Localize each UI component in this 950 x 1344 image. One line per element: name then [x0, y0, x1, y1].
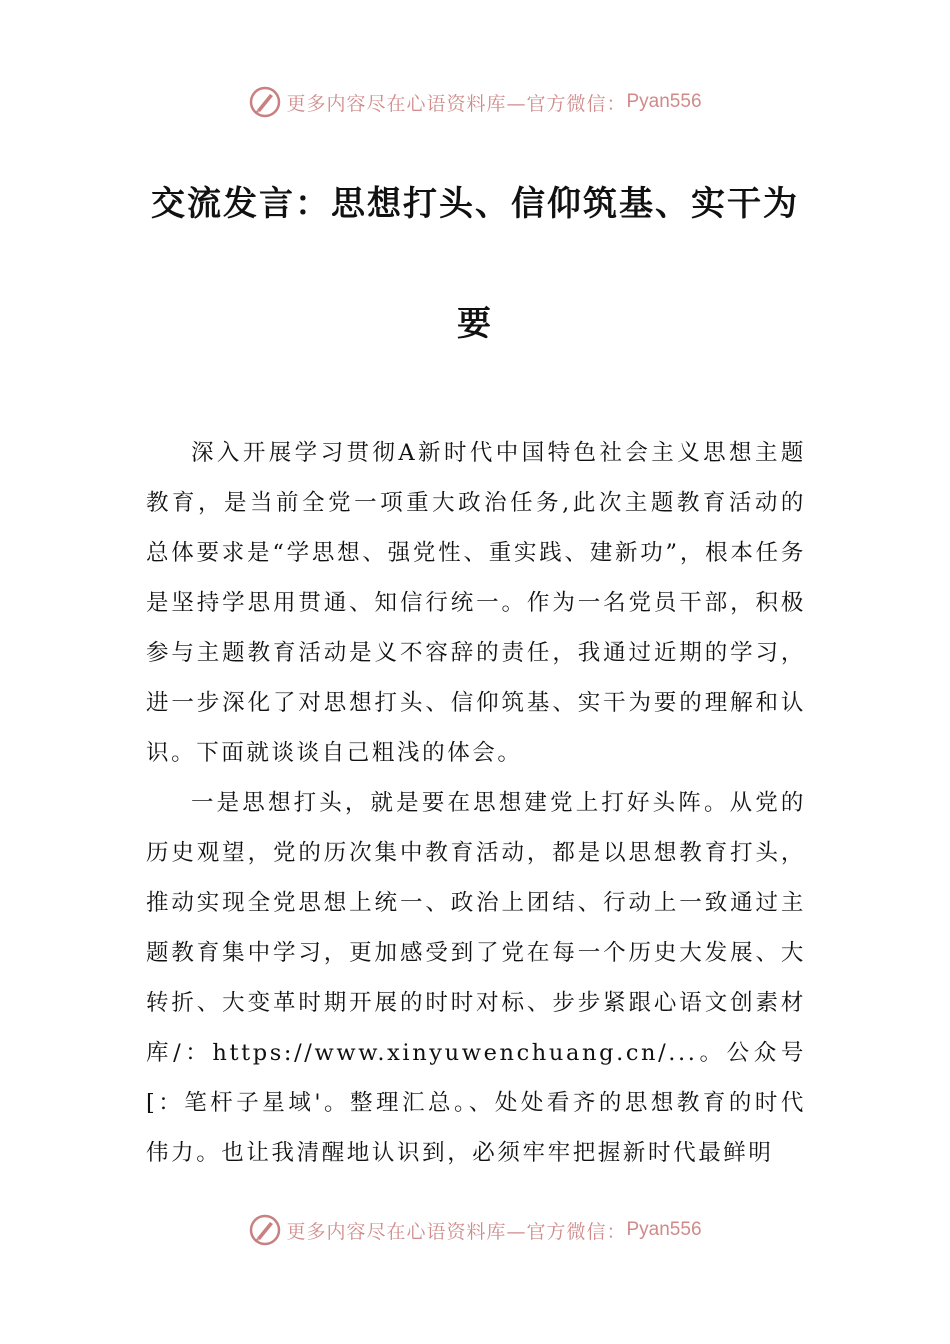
quill-pen-logo-icon [248, 1213, 282, 1247]
document-title-line2: 要 [457, 304, 493, 344]
document-body [146, 428, 806, 1178]
paragraph-2: 一是思想打头，就是要在思想建党上打好头阵。从党的历史观望，党的历次集中教育活动，都是以思想教育打头，推动实现全党思想上统一、政治上团结、行动上一致通过主题教育集中学习，更加感受到了党在每一个历史大发展、大转折、大变革时期开展的时时对标、步步紧跟心语文创素材库/：https://www.xinyuwenchuang.cn/...。公众号[：笔杆子星域'。整理汇总。、处处看齐的思想教育的时代伟力。也让我清醒地认识到，必须牢牢把握新时代最鲜明 [146, 790, 806, 1166]
paragraph-1: 深入开展学习贯彻A新时代中国特色社会主义思想主题教育，是当前全党一项重大政治任务,此次主题教育活动的总体要求是“学思想、强党性、重实践、建新功”，根本任务是坚持学思用贯通、知信行统一。作为一名党员干部，积极参与主题教育活动是义不容辞的责任，我通过近期的学习，进一步深化了对思想打头、信仰筑基、实干为要的理解和认识。下面就谈谈自己粗浅的体会。 [146, 440, 806, 766]
watermark-banner-top [0, 82, 950, 122]
watermark-text: 更多内容尽在心语资料库—官方微信： [286, 92, 627, 115]
document-title-line1: 交流发言：思想打头、信仰筑基、实干为 [151, 184, 799, 224]
quill-pen-logo-icon [248, 85, 282, 119]
watermark-text: 更多内容尽在心语资料库—官方微信： [286, 1220, 627, 1243]
watermark-wechat-id: Pyan556 [626, 91, 702, 112]
watermark-banner-bottom [0, 1210, 950, 1250]
watermark-wechat-id: Pyan556 [626, 1219, 702, 1240]
